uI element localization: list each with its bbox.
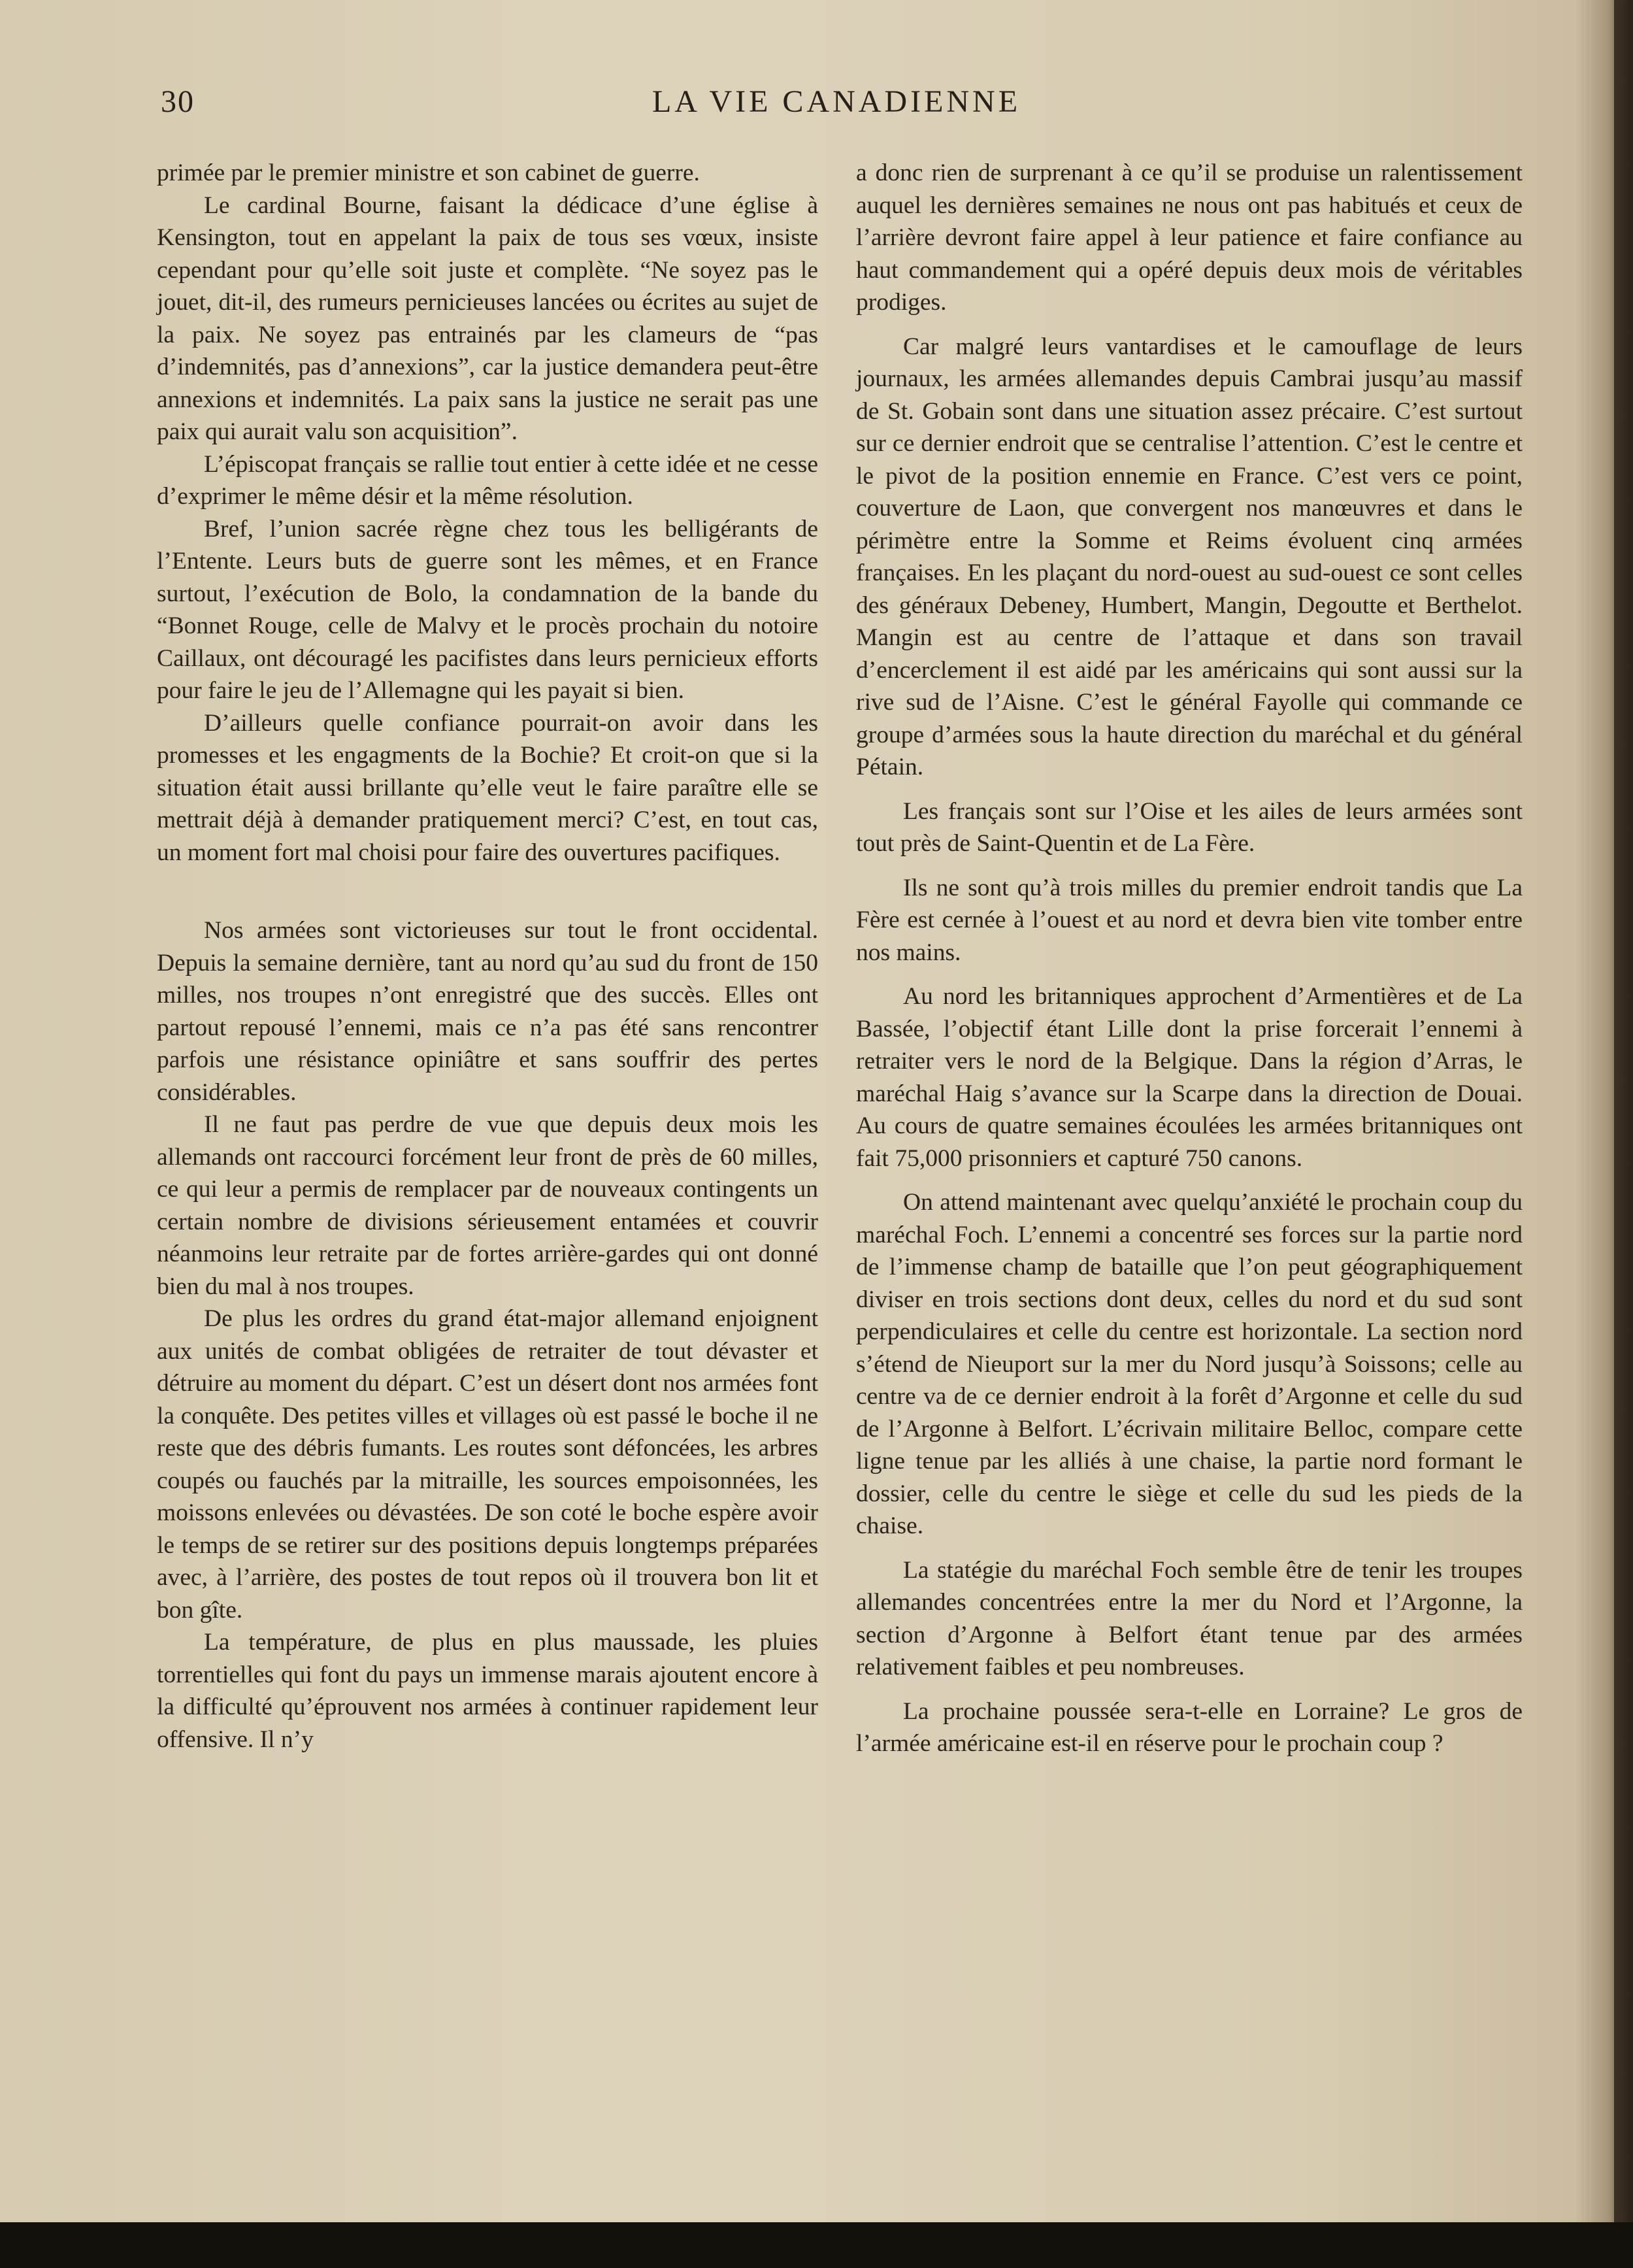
paragraph: Ils ne sont qu’à trois milles du premier endroit tandis que La Fère est cernée à l’ouest et au nord et devra bien vite tomber entre nos mains.: [856, 874, 1523, 966]
paragraph: D’ailleurs quelle confiance pourrait-on avoir dans les promesses et les engagments de la Bochie? Et croit-on que si la situation était aussi brillante qu’elle veut le faire paraître elle se mettrait déjà à demander pratiquement merci? C’est, en tout cas, un moment fort mal choisi pour faire des ouvertures pacifiques.: [157, 709, 818, 866]
paragraph: Le cardinal Bourne, faisant la dédicace d’une église à Kensington, tout en appelant la paix de tous ses vœux, insiste cependant pour qu’elle soit juste et complète. “Ne soyez pas le jouet, dit-il, des rumeurs pernicieuses lancées ou écrites au sujet de la paix. Ne soyez pas entrainés par les clameurs de “pas d’indemnités, pas d’annexions”, car la justice demandera peut-être annexions et indemnités. La paix sans la justice ne serait pas une paix qui aurait valu son acquisition”.: [157, 192, 818, 445]
paragraph: La température, de plus en plus maussade, les pluies torrentielles qui font du pays un immense marais ajoutent encore à la difficulté qu’éprouvent nos armées à continuer rapidement leur offensive. Il n’y: [157, 1629, 818, 1753]
paragraph: On attend maintenant avec quelqu’anxiété le prochain coup du maréchal Foch. L’ennemi a concentré ses forces sur la partie nord de l’immense champ de bataille que l’on peut géographiquement diviser en trois sections dont deux, celles du nord et du sud sont perpendiculaires et celle du centre est horizontale. La section nord s’étend de Nieuport sur la mer du Nord jusqu’à Soissons; celle au centre va de ce dernier endroit à la forêt d’Argonne et celle du sud de l’Argonne à Belfort. L’écrivain militaire Belloc, compare cette ligne tenue par les alliés à une chaise, la partie nord formant le dossier, celle du centre le siège et celle du sud les pieds de la chaise.: [856, 1189, 1523, 1539]
page-number: 30: [161, 84, 195, 119]
left-column: [157, 157, 818, 1756]
paragraph: L’épiscopat français se rallie tout entier à cette idée et ne cesse d’exprimer le même désir et la même résolution.: [157, 450, 818, 510]
paragraph: Les français sont sur l’Oise et les ailes de leurs armées sont tout près de Saint-Quentin et de La Fère.: [856, 797, 1523, 857]
paragraph: a donc rien de surprenant à ce qu’il se produise un ralentissement auquel les dernières semaines ne nous ont pas habitués et ceux de l’arrière devront faire appel à leur patience et faire confiance au haut commandement qui a opéré depuis deux mois de véritables prodiges.: [856, 159, 1523, 316]
paragraph: Au nord les britanniques approchent d’Armentières et de La Bassée, l’objectif étant Lille dont la prise forcerait l’ennemi à retraiter vers le nord de la Belgique. Dans la région d’Arras, le maréchal Haig s’avance sur la Scarpe dans la direction de Douai. Au cours de quatre semaines écoulées les armées britanniques ont fait 75,000 prisonniers et capturé 750 canons.: [856, 983, 1523, 1172]
scan-background: [0, 2222, 1633, 2268]
page-edge-shadow: [1575, 0, 1633, 2222]
paragraph: Car malgré leurs vantardises et le camouflage de leurs journaux, les armées allemandes depuis Cambrai jusqu’au massif de St. Gobain sont dans une situation assez précaire. C’est surtout sur ce dernier endroit que se centralise l’attention. C’est le centre et le pivot de la position ennemie en France. C’est vers ce point, couverture de Laon, que convergent nos manœuvres et dans le périmètre entre la Somme et Reims évoluent cinq armées françaises. En les plaçant du nord-ouest au sud-ouest ce sont celles des généraux Debeney, Humbert, Mangin, Degoutte et Berthelot. Mangin est au centre de l’attaque et dans son travail d’encerclement il est aidé par les américains qui sont aussi sur la rive sud de l’Aisne. C’est le général Fayolle qui commande ce groupe d’armées sous la haute direction du maréchal et du général Pétain.: [856, 333, 1523, 780]
running-title: LA VIE CANADIENNE: [652, 84, 1021, 119]
paragraph: Bref, l’union sacrée règne chez tous les belligérants de l’Entente. Leurs buts de guerre sont les mêmes, et en France surtout, l’exécution de Bolo, la condamnation de la bande du “Bonnet Rouge, celle de Malvy et le procès prochain du notoire Caillaux, ont découragé les pacifistes dans leurs pernicieux efforts pour faire le jeu de l’Allemagne qui les payait si bien.: [157, 515, 818, 704]
paragraph: De plus les ordres du grand état-major allemand enjoignent aux unités de combat obligées de retraiter de tout dévaster et détruire au moment du départ. C’est un désert dont nos armées font la conquête. Des petites villes et villages où est passé le boche il ne reste que des débris fumants. Les routes sont défoncées, les arbres coupés ou fauchés par la mitraille, les sources empoisonnées, les moissons enlevées ou dévastées. De son coté le boche espère avoir le temps de se retirer sur des positions depuis longtemps préparées avec, à l’arrière, des postes de tout repos où il trouvera bon lit et bon gîte.: [157, 1305, 818, 1624]
paragraph: Il ne faut pas perdre de vue que depuis deux mois les allemands ont raccourci forcément leur front de près de 60 milles, ce qui leur a permis de remplacer par de nouveaux contingents un certain nombre de divisions sérieusement entamées et couvrir néanmoins leur retraite par de fortes arrière-gardes qui ont donné bien du mal à nos troupes.: [157, 1111, 818, 1300]
page-header: [157, 84, 1516, 129]
paragraph: La prochaine poussée sera-t-elle en Lorraine? Le gros de l’armée américaine est-il en réserve pour le prochain coup ?: [856, 1697, 1523, 1757]
paragraph: La statégie du maréchal Foch semble être de tenir les troupes allemandes concentrées entre la mer du Nord et l’Argonne, la section d’Argonne à Belfort étant tenue par des armées relativement faibles et peu nombreuses.: [856, 1556, 1523, 1680]
right-column: [856, 157, 1523, 1760]
paragraph: primée par le premier ministre et son cabinet de guerre.: [157, 159, 700, 186]
paragraph: Nos armées sont victorieuses sur tout le front occidental. Depuis la semaine dernière, tant au nord qu’au sud du front de 150 milles, nos troupes n’ont enregistré que des succès. Elles ont partout repousé l’ennemi, mais ce n’a pas été sans rencontrer parfois une résistance opiniâtre et sans souffrir des pertes considérables.: [157, 917, 818, 1106]
